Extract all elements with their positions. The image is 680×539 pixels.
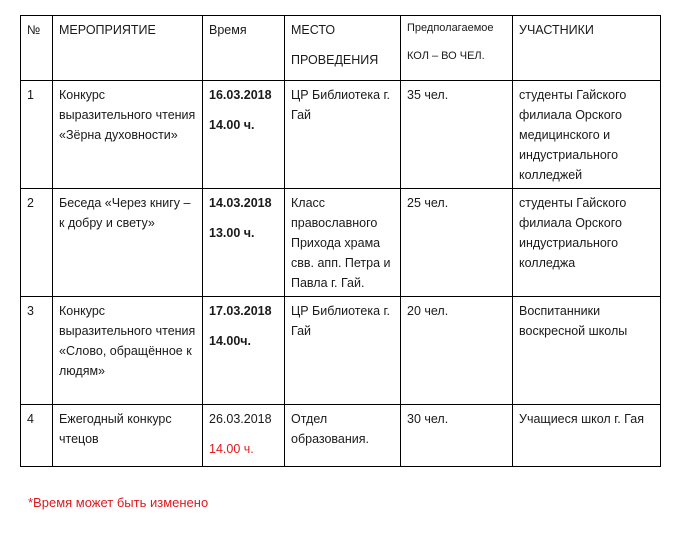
row-datetime xyxy=(203,297,285,405)
row-place: ЦР Библиотека г. Гай xyxy=(285,297,401,405)
header-event: МЕРОПРИЯТИЕ xyxy=(53,16,203,81)
header-count-line1: Предполагаемое xyxy=(407,22,494,34)
row-num: 2 xyxy=(21,189,53,297)
table-row xyxy=(21,189,661,297)
header-count xyxy=(401,16,513,81)
row-num: 4 xyxy=(21,405,53,467)
row-date: 14.03.2018 xyxy=(209,196,272,210)
header-place-line2: ПРОВЕДЕНИЯ xyxy=(291,53,379,67)
row-time: 14.00 ч. xyxy=(209,118,255,132)
row-num: 3 xyxy=(21,297,53,405)
row-date: 16.03.2018 xyxy=(209,88,272,102)
row-place: Отдел образования. xyxy=(285,405,401,467)
row-participants: студенты Гайского филиала Орского медицинского и индустриального колледжей xyxy=(513,81,661,189)
row-time: 13.00 ч. xyxy=(209,226,255,240)
row-count: 20 чел. xyxy=(401,297,513,405)
table-row xyxy=(21,81,661,189)
row-participants: Воспитанники воскресной школы xyxy=(513,297,661,405)
row-count: 30 чел. xyxy=(401,405,513,467)
row-time: 14.00 ч. xyxy=(209,442,254,456)
header-time: Время xyxy=(203,16,285,81)
events-table xyxy=(20,15,661,467)
header-place xyxy=(285,16,401,81)
row-place: Класс православного Прихода храма свв. апп. Петра и Павла г. Гай. xyxy=(285,189,401,297)
header-num: № xyxy=(21,16,53,81)
row-event: Ежегодный конкурс чтецов xyxy=(53,405,203,467)
row-time: 14.00ч. xyxy=(209,334,252,348)
header-place-line1: МЕСТО xyxy=(291,23,336,37)
row-participants: Учащиеся школ г. Гая xyxy=(513,405,661,467)
row-datetime xyxy=(203,405,285,467)
row-count: 25 чел. xyxy=(401,189,513,297)
row-datetime xyxy=(203,81,285,189)
schedule-change-note: *Время может быть изменено xyxy=(28,495,209,510)
row-datetime xyxy=(203,189,285,297)
table-header-row xyxy=(21,16,661,81)
row-num: 1 xyxy=(21,81,53,189)
table-row xyxy=(21,297,661,405)
header-participants: УЧАСТНИКИ xyxy=(513,16,661,81)
row-date: 17.03.2018 xyxy=(209,304,272,318)
row-date: 26.03.2018 xyxy=(209,412,272,426)
row-event: Конкурс выразительного чтения «Слово, обращённое к людям» xyxy=(53,297,203,405)
row-event: Беседа «Через книгу – к добру и свету» xyxy=(53,189,203,297)
row-event: Конкурс выразительного чтения «Зёрна духовности» xyxy=(53,81,203,189)
table-row xyxy=(21,405,661,467)
header-count-line2: КОЛ – ВО ЧЕЛ. xyxy=(407,50,485,62)
row-place: ЦР Библиотека г. Гай xyxy=(285,81,401,189)
row-participants: студенты Гайского филиала Орского индустриального колледжа xyxy=(513,189,661,297)
row-count: 35 чел. xyxy=(401,81,513,189)
